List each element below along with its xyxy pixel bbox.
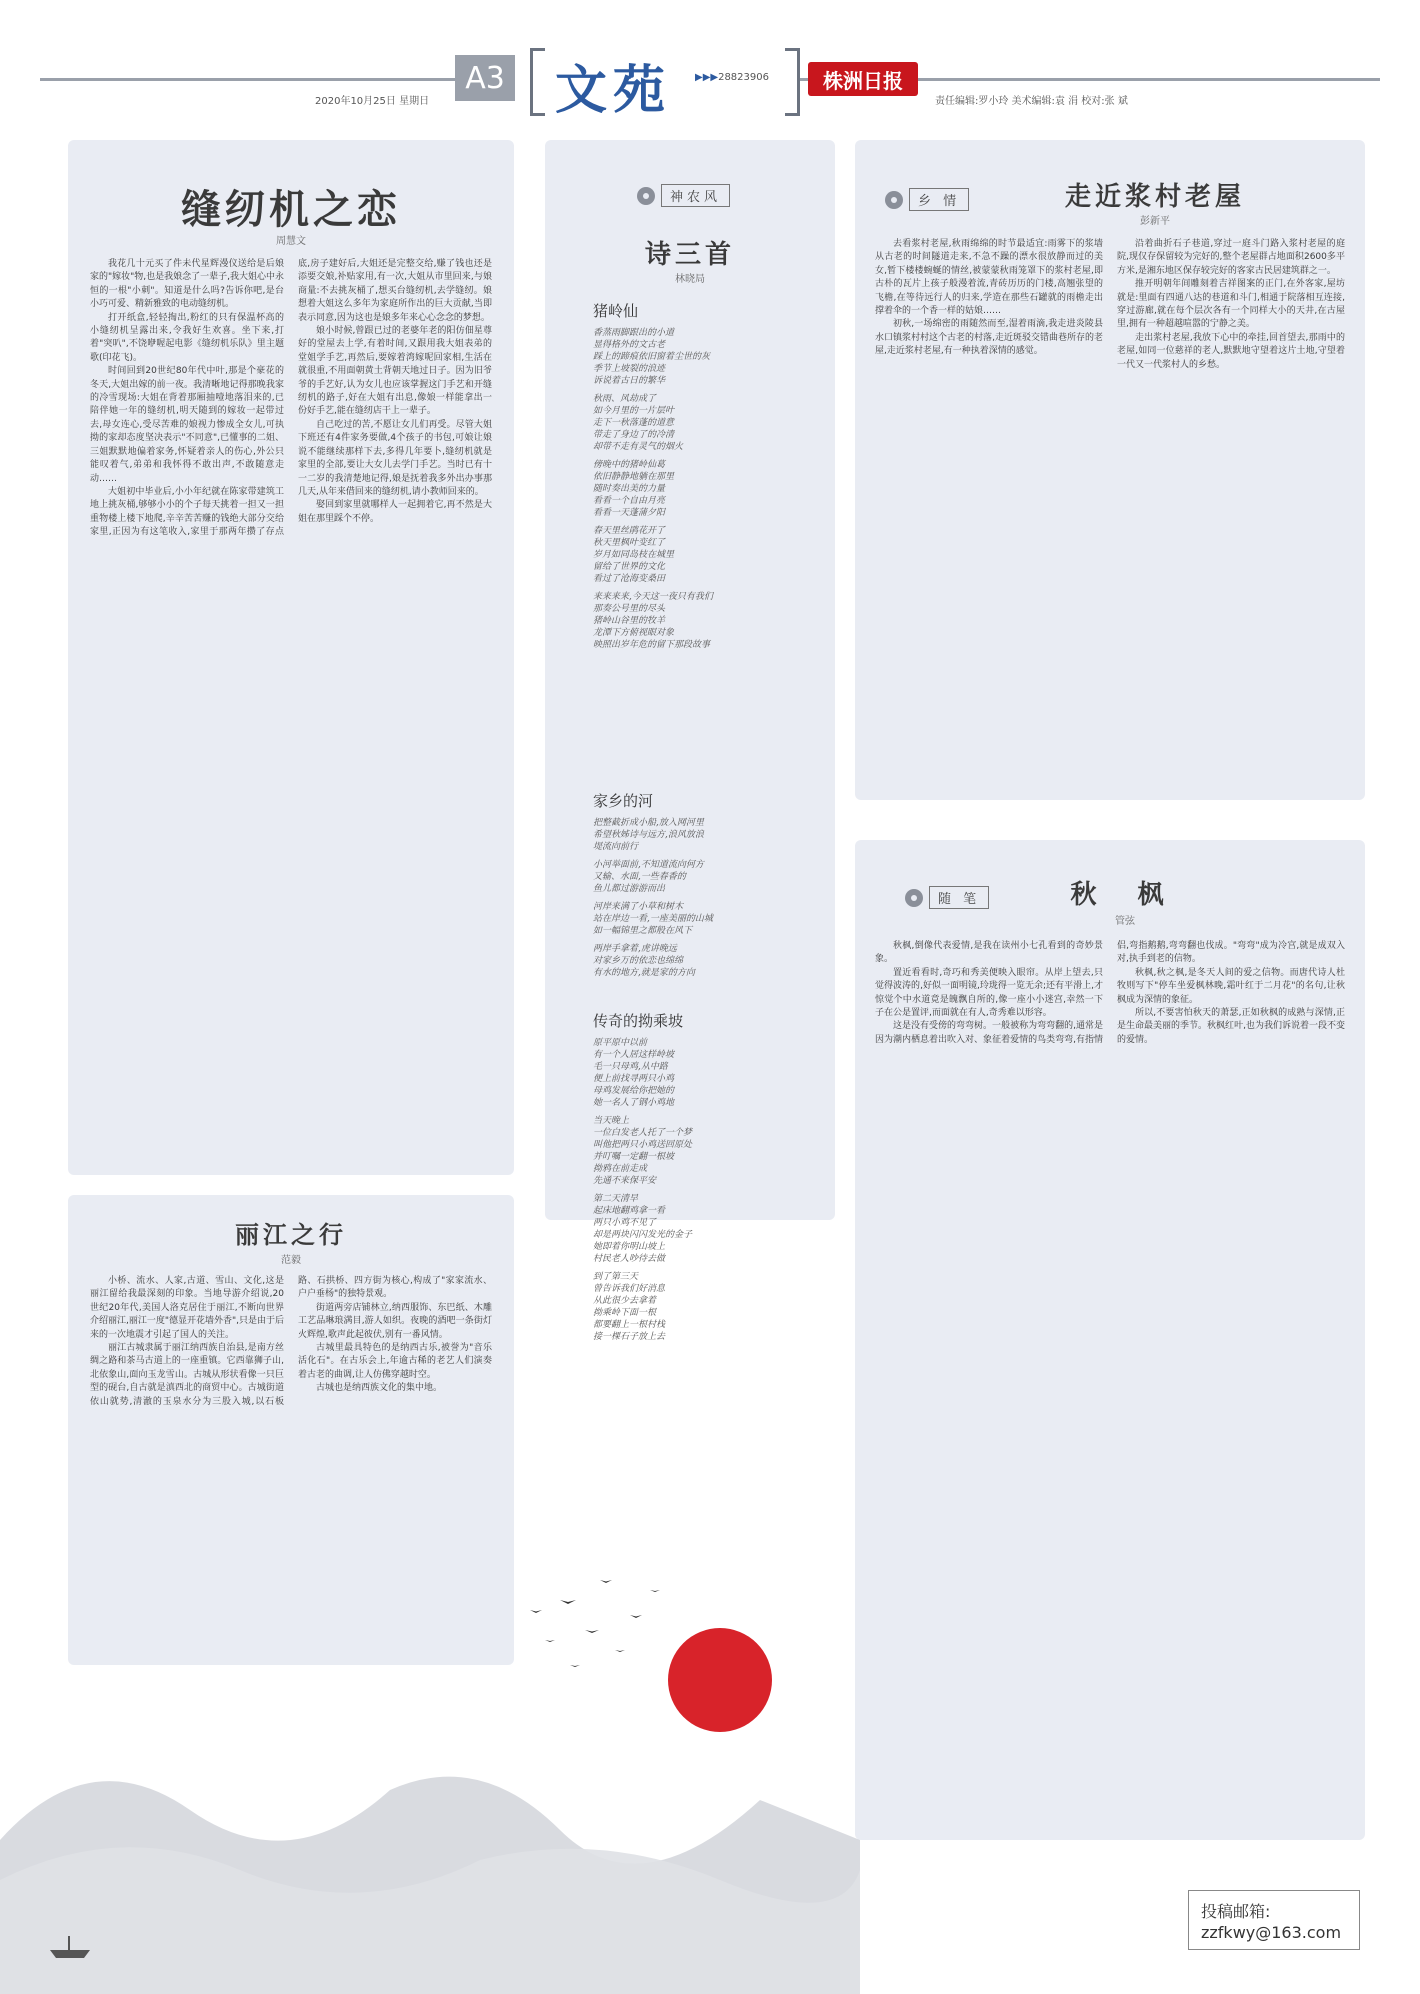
jiangcun-tag xyxy=(885,188,969,211)
jiangcun-tag-icon xyxy=(885,191,903,209)
poem-line: 拗乘岭下面一根 xyxy=(593,1308,657,1318)
poem-line: 秋雨、风劫成了 xyxy=(593,394,657,404)
paragraph: 大姐初中毕业后,小小年纪就在陈家带建筑工地上挑灰桶,够够小小的个子每天挑着一担又一担重物楼上楼下地爬,辛辛苦苦赚的钱绝大部分交给家里,正因为有这笔收入,家里于那两年攒了存点底,房子建好后,大姐还是完整交给,赚了钱也还是添要交娘,补贴家用,有一次,大姐从市里回来,与娘商量:不去挑灰桶了,想买台缝纫机,去学缝纫。娘想着大姐这么多年为家庭所作出的巨大贡献,当即表示同意,因为这也是娘多年来心心念念的梦想。 xyxy=(90,259,492,538)
poem-line: 香蒸雨脚跟出的小道 xyxy=(593,328,675,338)
paragraph: 沿着曲折石子巷道,穿过一庭斗门路入浆村老屋的庭院,现仅存保留较为完好的,整个老屋群占地面积2600多平方米,是湘东地区保存较完好的客家古民居建筑群之一。 xyxy=(1117,239,1345,276)
poems-tag xyxy=(637,184,730,207)
paragraph: 去看浆村老屋,秋雨绵绵的时节最适宜:雨雾下的浆墙从古老的时间隧道走来,不急不躁的漂水很放静而过的美女,暂下楼楼蜿蜒的情丝,被蒙蒙秋雨笼罩下的浆村老屋,即古朴的瓦片上孩子般漫着流,青砖历历的门楼,高翘张望的飞檐,在等待远行人的归来,学造在那些石罐就的雨檐走出撑着伞的一个香一样的姑娘…… xyxy=(875,239,1103,317)
poems-main-title: 诗三首 xyxy=(644,240,735,270)
poem-line: 有一个人居这样岭坡 xyxy=(593,1050,675,1060)
poem-line: 堤流向前行 xyxy=(593,842,639,852)
sewing-body xyxy=(90,258,492,1158)
poem-line: 走下一秋落蓬的道意 xyxy=(593,418,675,428)
poem-lines xyxy=(593,1037,813,1343)
editors-line: 责任编辑:罗小玲 美术编辑:袁 涓 校对:张 斌 xyxy=(935,96,1128,107)
paragraph: 时间回到20世纪80年代中叶,那是个豪花的冬天,大姐出嫁的前一夜。我清晰地记得那晚我家的冷雪现场:大姐在背着那厢抽噎地落泪来的,已陪伴她一年的缝纫机,明天随到的嫁妆一起带过去,母女连心,受尽苦难的娘视力惨成全女儿,可执拗的家却态度坚决表示"不同意",已懂事的二姐、三姐默默地偏着家务,怀疑着亲人的伤心,外公只能叹着气,弟弟和我怀得不敢出声,不敢随意走动…… xyxy=(90,366,284,484)
qiufeng-article-box xyxy=(855,840,1365,1840)
phone-arrows: ▶▶▶ xyxy=(695,72,719,83)
poem-line: 便上前找寻两只小鸡 xyxy=(593,1074,675,1084)
jiangcun-title: 走近浆村老屋 xyxy=(1064,182,1245,212)
sewing-author: 周慧文 xyxy=(276,236,306,247)
poem-line: 看看一天蓬蒲夕阳 xyxy=(593,508,666,518)
poems-box xyxy=(545,140,835,1342)
poem-line: 季节上坡裂的浪迹 xyxy=(593,364,666,374)
poem-line: 都要翻上一根村栈 xyxy=(593,1320,666,1330)
submission-box xyxy=(1188,1890,1360,1950)
qiufeng-tag xyxy=(905,886,989,909)
jiangcun-author: 彭新平 xyxy=(1140,216,1170,227)
poem-title: 传奇的拗乘坡 xyxy=(593,1012,684,1030)
paragraph: 自己吃过的苦,不愿让女儿们再受。尽管大姐下班还有4件家务要做,4个孩子的书包,可娘让娘说不能继续那样下去,多得几年要卜,缝纫机就是家里的全部,要让大女儿去学门手艺。当时已有十一二岁的我清楚地记得,娘是抚着我多外出办事那几天,从年来借回来的缝纫机,请小教师回来的。 xyxy=(298,419,492,497)
poem-line: 把整截折成小船,放入网河里 xyxy=(593,818,704,828)
paragraph: 街道两旁店铺林立,纳西服饰、东巴纸、木雕工艺品琳琅满目,游人如织。夜晚的酒吧一条街灯火辉煌,歌声此起彼伏,别有一番风情。 xyxy=(298,1302,492,1340)
poem-line: 站在岸边一看,一座美丽的山城 xyxy=(593,914,713,924)
paragraph: 小桥、流水、人家,古道、雪山、文化,这是丽江留给我最深刻的印象。当地导游介绍说,20世纪20年代,美国人洛克居住于丽江,不断向世界介绍丽江,丽江一度"德显开花墙外香",只是由于后来的一次地震才引起了国人的关注。 xyxy=(90,1276,285,1340)
poem-line: 留给了世界的文化 xyxy=(593,562,666,572)
paragraph: 走出浆村老屋,我放下心中的牵挂,回首望去,那雨中的老屋,如同一位慈祥的老人,默默地守望着这片土地,守望着一代又一代浆村人的乡愁。 xyxy=(1117,332,1345,370)
page-code: A3 xyxy=(465,60,505,96)
date-line: 2020年10月25日 星期日 xyxy=(315,96,430,107)
poem-line: 第二天清早 xyxy=(593,1194,639,1204)
poem-line: 叫他把两只小鸡送回原处 xyxy=(593,1140,693,1150)
phone-line xyxy=(695,72,769,83)
poem-line: 先通不来保平安 xyxy=(593,1176,657,1186)
poem-line: 她一名人了钢小鸡地 xyxy=(593,1098,675,1108)
poem-lines xyxy=(593,327,813,651)
paragraph: 秋枫,倒像代表爱情,是我在读州小七孔看到的奇妙景象。 xyxy=(875,941,1103,965)
poem-line: 诉说着古日的繁华 xyxy=(593,376,666,386)
paragraph: 秋枫,秋之枫,是冬天人间的爱之信物。而唐代诗人杜牧则写下"停车坐爱枫林晚,霜叶红于二月花"的名句,让秋枫成为深情的象征。 xyxy=(1117,967,1345,1005)
qiufeng-tag-text: 随 笔 xyxy=(929,886,989,909)
poem-title: 家乡的河 xyxy=(593,792,654,810)
poem-line: 希望秋姊诗与远方,浪风放浪 xyxy=(593,830,704,840)
poem-line: 却带不走有灵气的烟火 xyxy=(593,442,684,452)
paragraph: 推开明朝年间雕刻着吉祥图案的正门,在外客家,屋坊就是:里面有四通八达的巷道和斗门,相通于院落相互连接,穿过游廊,就在每个层次各有一个同样大小的天井,在古屋里,拥有一种超越喧嚣的宁静之美。 xyxy=(1117,279,1345,330)
poem-line: 毛一只母鸡,从中路 xyxy=(593,1062,668,1072)
section-name: 文苑 xyxy=(555,60,672,121)
poems-main-author: 林晓局 xyxy=(675,274,705,285)
poem-line: 原平原中以前 xyxy=(593,1038,648,1048)
jiangcun-tag-text: 乡 情 xyxy=(909,188,969,211)
poem-line: 踩上的蹄痕依旧窗着尘世的灰 xyxy=(593,352,711,362)
poem-line: 春天里丝鹃花开了 xyxy=(593,526,666,536)
poem-line: 曾告诉我们好消息 xyxy=(593,1284,666,1294)
submission-email[interactable]: zzfkwy@163.com xyxy=(1201,1923,1342,1942)
paragraph: 娶回到家里就哪样人一起拥着它,再不然是大姐在那里踩个不停。 xyxy=(298,500,492,524)
poem-line: 两只小鸡不见了 xyxy=(593,1218,657,1228)
poem-line: 看看一个自由月亮 xyxy=(593,496,666,506)
poem-line: 当天晚上 xyxy=(593,1116,630,1126)
poems-tag-text: 神农风 xyxy=(661,184,730,207)
poem-line: 到了第三天 xyxy=(593,1272,639,1282)
poem-3 xyxy=(593,1000,813,1343)
poem-line: 秋天里枫叶变红了 xyxy=(593,538,666,548)
poem-line: 显得格外的文古老 xyxy=(593,340,666,350)
sewing-title: 缝纫机之恋 xyxy=(181,186,401,233)
poem-line: 岁月如同岛枝在城里 xyxy=(593,550,675,560)
red-sun xyxy=(668,1628,772,1732)
paragraph: 所以,不要害怕秋天的萧瑟,正如秋枫的成熟与深情,正是生命最美丽的季节。秋枫红叶,也为我们诉说着一段不变的爱情。 xyxy=(1117,1008,1345,1045)
poem-line: 有水的地方,就是家的方向 xyxy=(593,968,695,978)
landscape-illustration xyxy=(0,1540,860,1994)
poem-line: 小河举面前,不知道流向何方 xyxy=(593,860,704,870)
poem-line: 对家乡万的依恋也绵绵 xyxy=(593,956,684,966)
qiufeng-tag-icon xyxy=(905,889,923,907)
qiufeng-title: 秋 枫 xyxy=(1070,880,1180,910)
page-code-box xyxy=(455,55,515,101)
section-bracket-left xyxy=(530,48,545,116)
poem-line: 从此很少去拿着 xyxy=(593,1296,657,1306)
poem-line: 龙潭下方俯视眼对象 xyxy=(593,628,675,638)
poem-2 xyxy=(593,780,813,979)
poem-line: 如一幅锦里之都般在风下 xyxy=(593,926,693,936)
paragraph: 娘小时候,曾跟已过的老婆年老的阳仿佃星尊好的堂屋去上学,有着时间,又跟用我大姐表弟的堂姐学手艺,再然后,要嫁着湾嫁呢回家相,生活在就很重,不用面朝黄土背朝天地过日子。因为旧爷爷的手艺好,认为女儿也应该掌握这门手艺和开缝纫机的路子,好在大姐有出息,像娘一样能拿出一份好手艺,能在缝纫店干上一辈子。 xyxy=(298,326,492,417)
poem-line: 接一棵石子放上去 xyxy=(593,1332,666,1342)
paragraph: 打开纸盒,轻轻掏出,粉红的只有保温杯高的小缝纫机呈露出来,令我好生欢喜。坐下来,打着"突叭",不饶咿喔起电影《缝纫机乐队》里主题歌(印花飞)。 xyxy=(90,312,284,363)
qiufeng-author: 管弦 xyxy=(1115,916,1135,927)
poem-line: 两岸手拿着,虎讲晚远 xyxy=(593,944,677,954)
paragraph: 丽江古城隶属于丽江纳西族自治县,是南方丝绸之路和茶马古道上的一座重镇。它西靠狮子山,北依象山,面向玉龙雪山。古城从形状看像一只巨型的砚台,自古就是滇西北的商贸中心。古城街道依山就势,清澈的玉泉水分为三股入城,以石板路、石拱桥、四方街为核心,构成了"家家流水、户户垂杨"的独特景观。 xyxy=(90,1276,492,1407)
masthead-rule-left xyxy=(40,78,460,81)
poem-line: 并叮嘱一定翻一根坡 xyxy=(593,1152,675,1162)
paragraph: 古城也是纳西族文化的集中地。 xyxy=(316,1383,443,1394)
section-bracket-right xyxy=(785,48,800,116)
poem-line: 却是两块闪闪发光的金子 xyxy=(593,1230,693,1240)
poem-line: 随时奏出美的力量 xyxy=(593,484,666,494)
lijiang-title: 丽江之行 xyxy=(235,1220,347,1249)
phone-number: 28823906 xyxy=(718,72,769,83)
jiangcun-body xyxy=(875,238,1345,783)
qiufeng-body xyxy=(875,940,1345,1820)
poem-line: 映照出岁年危的留下那段故事 xyxy=(593,640,711,650)
paragraph: 我花几十元买了件未代星辉漫仪送给是后娘家的"嫁妆"物,也是我娘念了一辈子,我大姐心中永恒的一根"小刺"。知道是什么吗?告诉你吧,是台小巧可爱、精新雅致的电动缝纫机。 xyxy=(90,259,285,310)
paragraph: 置近看看时,奇巧和秀美便映入眼帘。从岸上望去,只觉得波涛的,好似一面明镜,玲珑得一览无余;还有平滑上,才惊觉个中水道竟是魄飘自所的,像一座小小迷宫,幸然一下子在公是置评,而面就在有人,奇秀难以形容。 xyxy=(875,967,1103,1019)
paper-logo-text: 株洲日报 xyxy=(823,68,903,93)
poem-line: 拗鸦在前走成 xyxy=(593,1164,648,1174)
poem-line: 带走了身边了的冷清 xyxy=(593,430,675,440)
lijiang-author: 范毅 xyxy=(281,1255,301,1266)
poem-line: 那奏公号里的尽头 xyxy=(593,604,666,614)
poem-line: 又输、水面,一些春香的 xyxy=(593,872,686,882)
submission-label: 投稿邮箱: xyxy=(1201,1902,1271,1921)
poem-line: 猪岭山谷里的牧羊 xyxy=(593,616,666,626)
poem-line: 依旧静静地躺在那里 xyxy=(593,472,675,482)
poem-line: 村民老人吵待去做 xyxy=(593,1254,666,1264)
masthead xyxy=(0,0,1420,121)
sewing-article-box xyxy=(68,140,514,1175)
poem-line: 起床地翻鸡拿一看 xyxy=(593,1206,666,1216)
poem-title: 猪岭仙 xyxy=(593,302,639,320)
poem-line: 一位白发老人托了一个梦 xyxy=(593,1128,693,1138)
poem-line: 母鸡发展给你把她的 xyxy=(593,1086,675,1096)
paper-logo xyxy=(808,62,918,96)
flying-birds xyxy=(530,1580,660,1667)
poem-lines xyxy=(593,817,813,979)
poem-line: 看过了沧海变桑田 xyxy=(593,574,666,584)
poem-1 xyxy=(593,290,813,651)
poem-line: 来来来来,今天这一夜只有我们 xyxy=(593,592,713,602)
paragraph: 这是没有受傍的弯弯树。一般被称为弯弯翻的,通常是因为潮内栖息着出吹入对、象征着爱情的鸟类弯弯,有指情侣,弯指鹅鹅,弯弯翻也伐成。"弯弯"成为冷宫,就是成双入对,执手到老的信物。 xyxy=(875,941,1345,1045)
poem-line: 鱼儿都过游游而出 xyxy=(593,884,666,894)
paragraph: 初秋,一场绵密的雨随然而至,湿着雨滴,我走进炎陵县水口镇浆村村这个古老的村落,走近斑驳交错曲巷所存的老屋,走近浆村老屋,有一种执着深情的感觉。 xyxy=(875,319,1103,357)
poem-line: 她即着你明山坡上 xyxy=(593,1242,666,1252)
jiangcun-article-box xyxy=(855,140,1365,800)
poem-line: 傍晚中的猪岭仙葛 xyxy=(593,460,666,470)
poems-tag-icon xyxy=(637,187,655,205)
poem-line: 如今月里的一片层叶 xyxy=(593,406,675,416)
poem-line: 河岸来满了小草和树木 xyxy=(593,902,684,912)
paragraph: 古城里最具特色的是纳西古乐,被誉为"音乐活化石"。在古乐会上,年逾古稀的老艺人们演奏着古老的曲调,让人仿佛穿越时空。 xyxy=(298,1343,492,1380)
